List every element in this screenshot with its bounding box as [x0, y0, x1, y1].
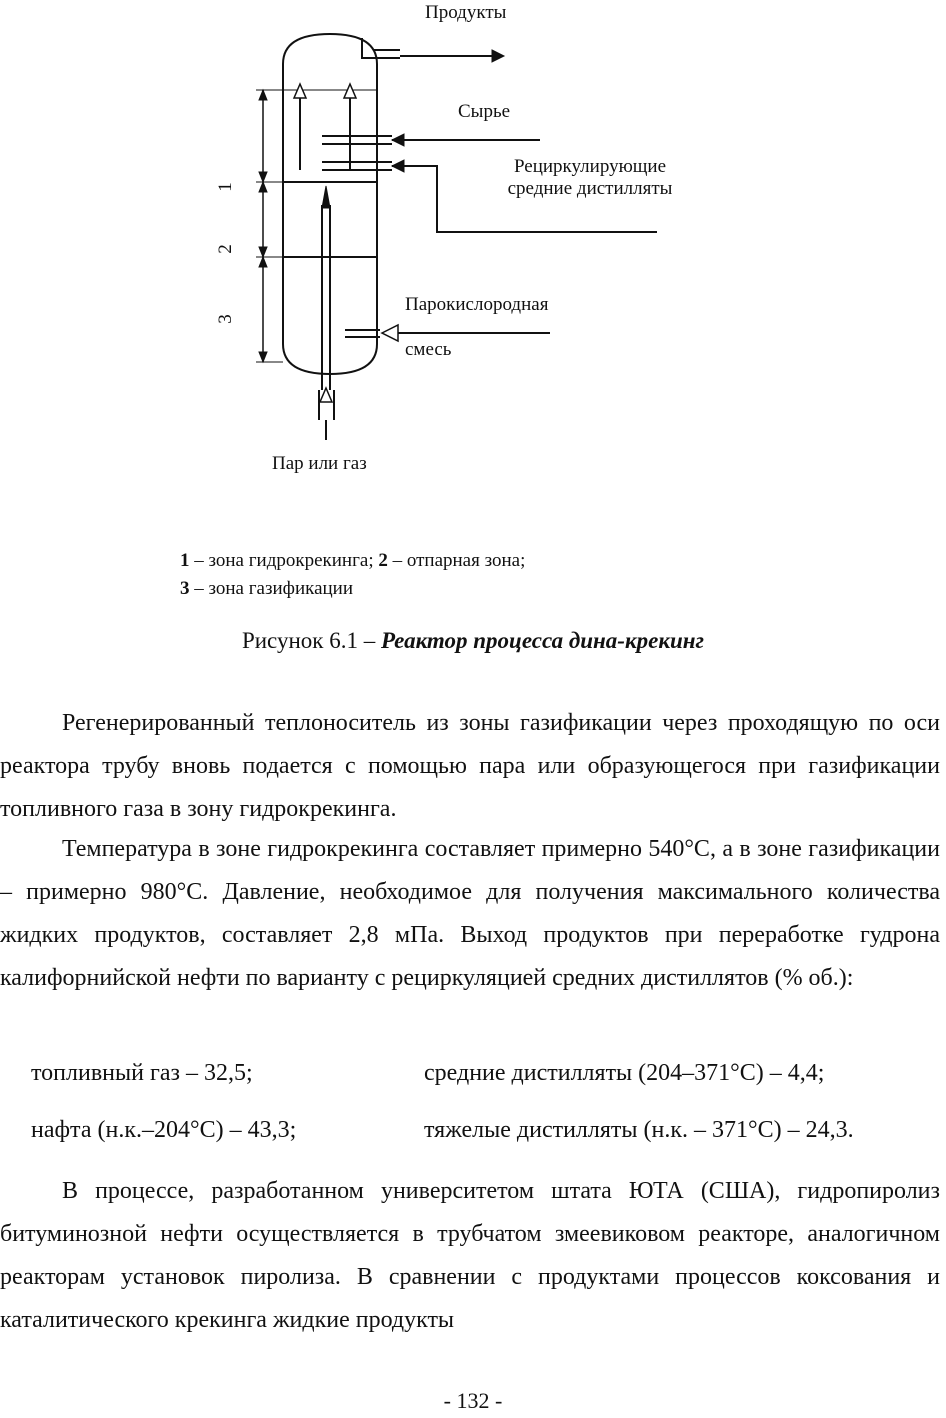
zone-number-1: 1	[214, 182, 236, 192]
caption-title: Реактор процесса дина-крекинг	[380, 628, 705, 653]
internal-up-arrow-icon	[344, 84, 356, 98]
yield-heavy-distillates: тяжелые дистилляты (н.к. – 371°С) – 24,3.	[424, 1117, 854, 1143]
legend-text-2: – отпарная зона;	[387, 550, 526, 571]
steamox-label-line2: смесь	[405, 339, 452, 360]
steamox-arrow-icon	[382, 325, 398, 341]
products-arrow-icon	[492, 50, 504, 62]
paragraph-3: В процессе, разработанном университетом штата ЮТА (США), гидропиролиз битуминозной нефти осуществляется в трубчатом змеевиковом реакторе, аналогичном реакторам установок пиролиза. В сравнении с продуктами процессов коксования и каталитического крекинга жидкие продукты	[0, 1178, 940, 1333]
legend-text-3: – зона газификации	[189, 578, 354, 599]
internal-up-arrow-icon	[294, 84, 306, 98]
feed-arrow-icon	[392, 134, 404, 146]
yield-naphtha: нафта (н.к.–204°С) – 43,3;	[31, 1117, 297, 1143]
recirc-label-line2: средние дистилляты	[507, 178, 673, 199]
steamox-label-line1: Парокислородная	[405, 294, 549, 315]
figure-caption	[0, 628, 946, 654]
products-label: Продукты	[425, 2, 507, 23]
figure-legend-line2	[180, 578, 353, 600]
recirc-label	[480, 156, 700, 200]
recirc-label-line1: Рециркулирующие	[513, 156, 667, 177]
legend-text-1: – зона гидрокрекинга;	[189, 550, 379, 571]
paragraph-2: Температура в зоне гидрокрекинга составляет примерно 540°С, а в зоне газификации – примерно 980°С. Давление, необходимое для получения максимального количества жидких продуктов, составляет 2,8 мПа. Выход продуктов при переработке гудрона калифорнийской нефти по варианту с рециркуляцией средних дистиллятов (% об.):	[0, 836, 940, 991]
yield-middle-distillates: средние дистилляты (204–371°С) – 4,4;	[424, 1060, 825, 1086]
yield-row	[31, 1060, 936, 1090]
steam-gas-arrow-icon	[320, 388, 332, 402]
zone-number-2: 2	[214, 244, 236, 254]
figure-legend-line1	[180, 550, 525, 572]
yield-row	[31, 1117, 936, 1147]
legend-num-1: 1	[180, 550, 190, 571]
steam-gas-label: Пар или газ	[272, 453, 367, 474]
feed-label: Сырье	[458, 101, 511, 122]
tube-up-arrow-icon	[322, 186, 330, 208]
yield-fuel-gas: топливный газ – 32,5;	[31, 1060, 253, 1086]
recycle-arrow-icon	[392, 160, 404, 172]
paragraph-1: Регенерированный теплоноситель из зоны газификации через проходящую по оси реактора трубу вновь подается с помощью пара или образующегося при газификации топливного газа в зону гидрокрекинга.	[0, 710, 940, 822]
page-number: - 132 -	[443, 1388, 503, 1413]
legend-num-2: 2	[378, 550, 388, 571]
reactor-diagram	[0, 0, 946, 520]
caption-prefix: Рисунок 6.1 –	[241, 628, 381, 653]
products-nozzle	[362, 38, 400, 58]
legend-num-3: 3	[180, 578, 190, 599]
zone-number-3: 3	[214, 314, 236, 324]
